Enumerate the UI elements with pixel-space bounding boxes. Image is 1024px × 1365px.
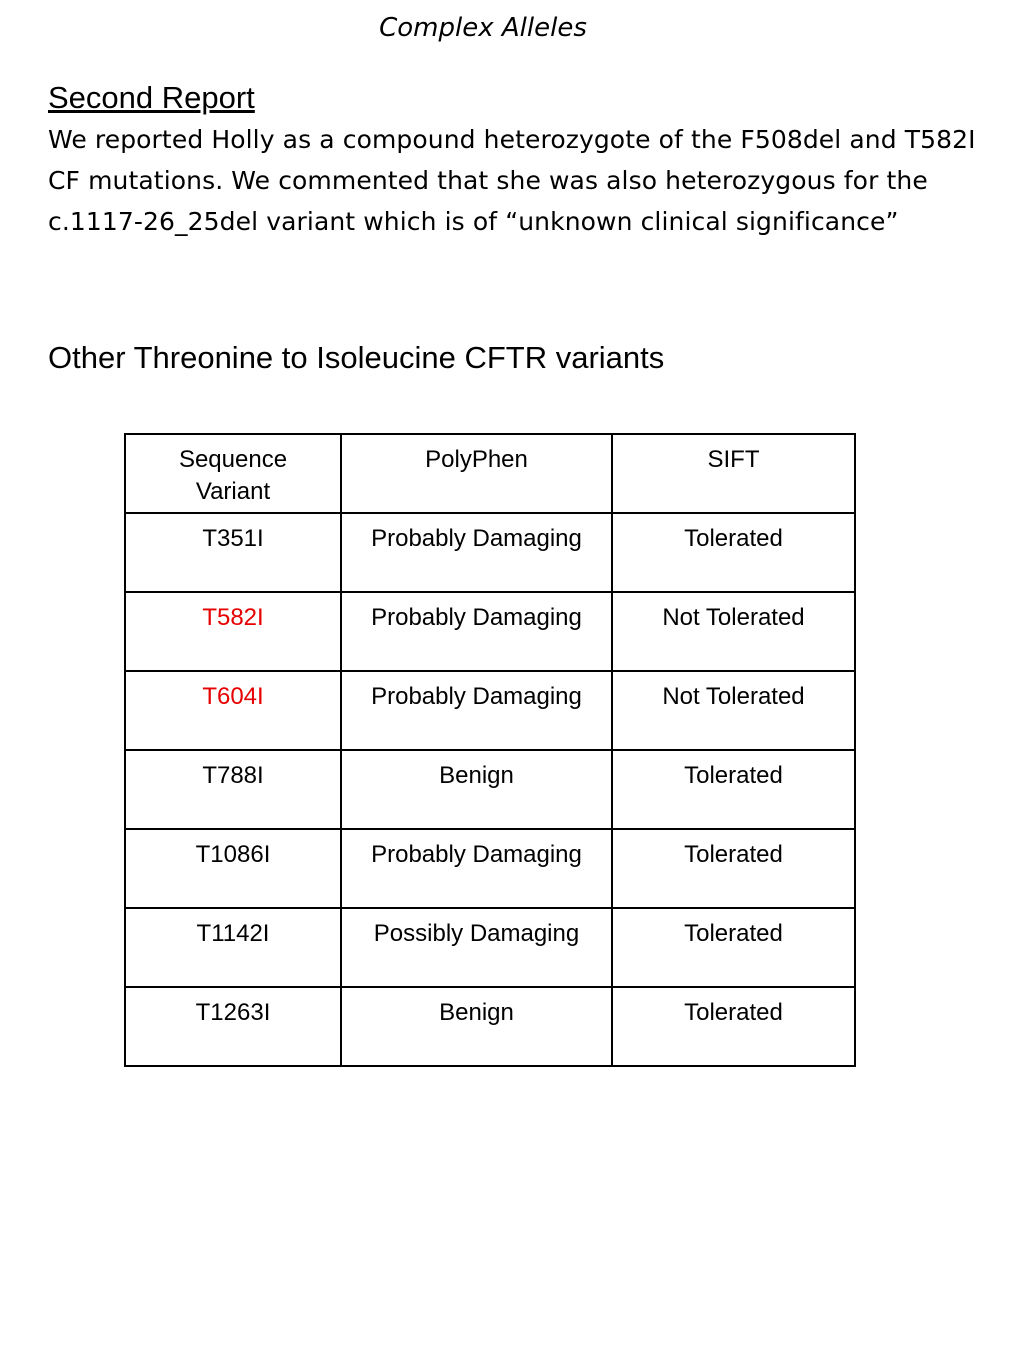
table-subheading: Other Threonine to Isoleucine CFTR variants [48, 340, 665, 375]
sift-cell: Not Tolerated [612, 592, 855, 671]
table-row [125, 750, 855, 829]
polyphen-cell: Probably Damaging [341, 513, 612, 592]
variant-cell: T351I [125, 513, 341, 592]
table-header [125, 434, 855, 513]
table-row [125, 592, 855, 671]
variant-cell: T1086I [125, 829, 341, 908]
polyphen-cell: Benign [341, 750, 612, 829]
variant-cell: T1263I [125, 987, 341, 1066]
header-variant-label: Variant [195, 478, 271, 505]
table-row [125, 513, 855, 592]
header-polyphen: PolyPhen [341, 434, 612, 513]
polyphen-cell: Possibly Damaging [341, 908, 612, 987]
polyphen-cell: Benign [341, 987, 612, 1066]
polyphen-cell: Probably Damaging [341, 592, 612, 671]
table-header-row [125, 434, 855, 513]
section-heading: Second Report [48, 80, 255, 115]
table-row [125, 671, 855, 750]
variant-cell: T1142I [125, 908, 341, 987]
variant-cell-highlighted: T604I [125, 671, 341, 750]
polyphen-cell: Probably Damaging [341, 671, 612, 750]
sift-cell: Tolerated [612, 829, 855, 908]
slide-title: Complex Alleles [379, 13, 587, 43]
variant-cell-highlighted: T582I [125, 592, 341, 671]
header-sequence-variant [125, 434, 341, 513]
table-body [125, 513, 855, 1066]
variants-table [124, 433, 856, 1067]
sift-cell: Not Tolerated [612, 671, 855, 750]
header-sift: SIFT [612, 434, 855, 513]
table-row [125, 987, 855, 1066]
polyphen-cell: Probably Damaging [341, 829, 612, 908]
sift-cell: Tolerated [612, 987, 855, 1066]
table-row [125, 908, 855, 987]
report-paragraph: We reported Holly as a compound heterozygote of the F508del and T582I CF mutations. We commented that she was also heterozygous for the c.1117-26_25del variant which is of “unknown clinical significance” [48, 125, 976, 236]
sift-cell: Tolerated [612, 908, 855, 987]
sift-cell: Tolerated [612, 750, 855, 829]
table-row [125, 829, 855, 908]
header-sequence-label: Sequence [178, 446, 288, 473]
sift-cell: Tolerated [612, 513, 855, 592]
variant-cell: T788I [125, 750, 341, 829]
